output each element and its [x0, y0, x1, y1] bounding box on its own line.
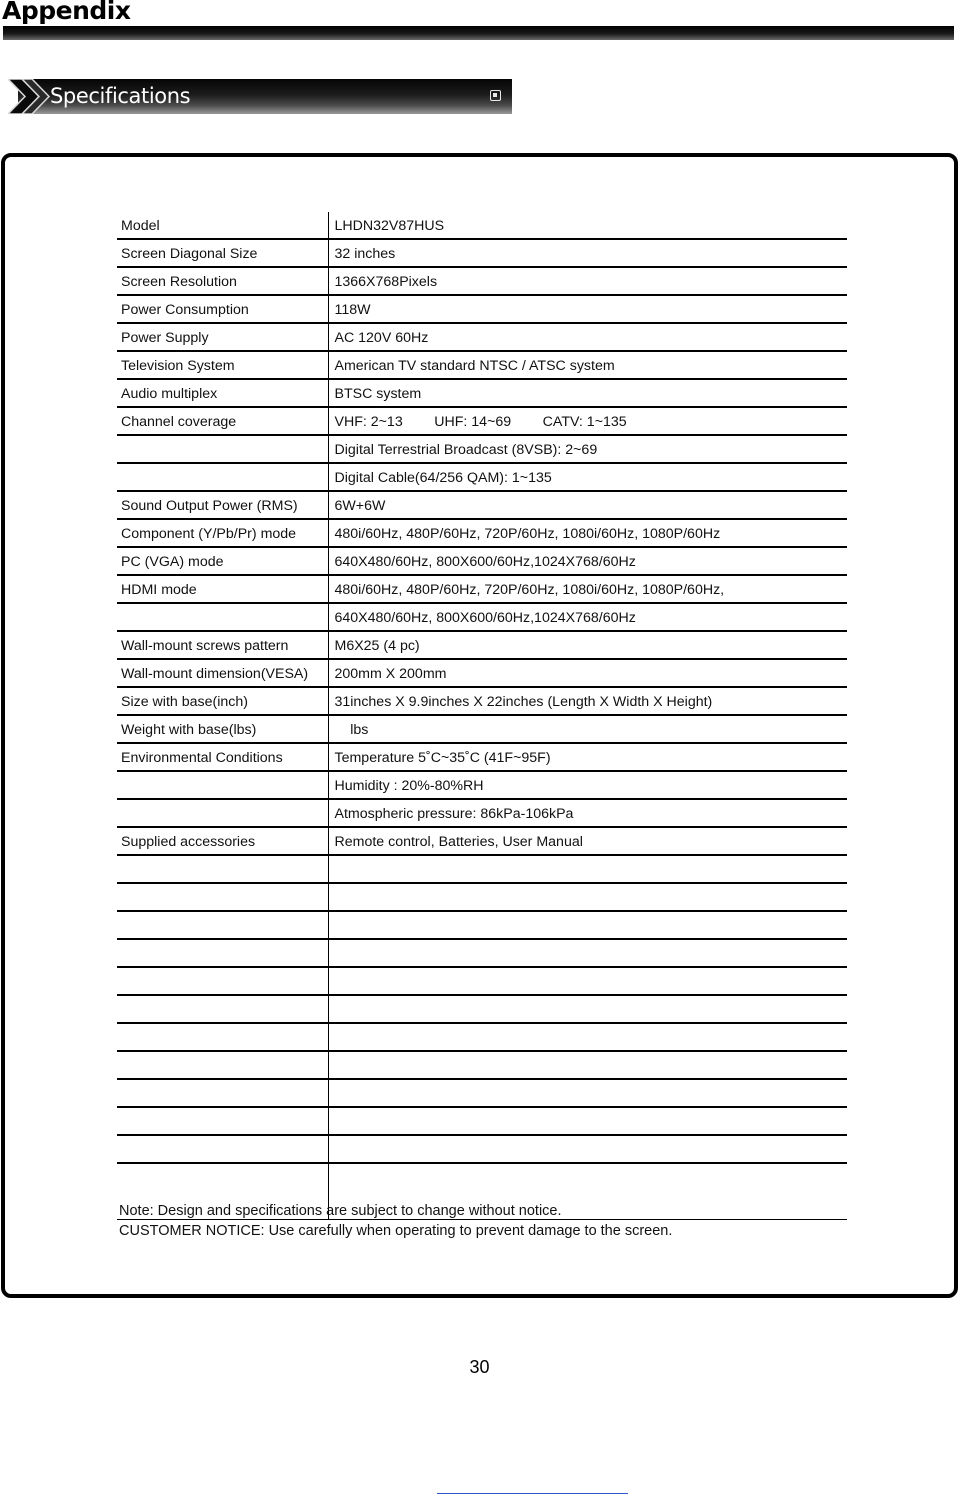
table-row — [117, 687, 847, 715]
spec-label — [117, 463, 328, 491]
table-row — [117, 827, 847, 855]
spec-label: Wall-mount dimension(VESA) — [117, 659, 328, 687]
spec-label: Sound Output Power (RMS) — [117, 491, 328, 519]
spec-table — [117, 212, 847, 1220]
spec-value — [328, 1023, 847, 1051]
spec-value: Digital Terrestrial Broadcast (8VSB): 2~69 — [328, 435, 847, 463]
table-row — [117, 1135, 847, 1163]
spec-value: AC 120V 60Hz — [328, 323, 847, 351]
spec-label — [117, 799, 328, 827]
spec-label — [117, 603, 328, 631]
spec-value — [328, 1107, 847, 1135]
spec-value — [328, 995, 847, 1023]
spec-value: 118W — [328, 295, 847, 323]
table-row — [117, 1051, 847, 1079]
table-row — [117, 715, 847, 743]
spec-label — [117, 995, 328, 1023]
table-row — [117, 575, 847, 603]
spec-value — [328, 1051, 847, 1079]
spec-value — [328, 911, 847, 939]
table-row — [117, 351, 847, 379]
title-rule — [3, 26, 954, 40]
spec-label: Supplied accessories — [117, 827, 328, 855]
spec-label: Screen Diagonal Size — [117, 239, 328, 267]
table-row — [117, 1107, 847, 1135]
spec-value: Humidity : 20%-80%RH — [328, 771, 847, 799]
table-row — [117, 463, 847, 491]
table-row — [117, 771, 847, 799]
spec-label: Size with base(inch) — [117, 687, 328, 715]
spec-value: American TV standard NTSC / ATSC system — [328, 351, 847, 379]
spec-label — [117, 1107, 328, 1135]
customer-notice: CUSTOMER NOTICE: Use carefully when operating to prevent damage to the screen. — [119, 1223, 673, 1239]
spec-value: Temperature 5˚C~35˚C (41F~95F) — [328, 743, 847, 771]
spec-value: lbs — [328, 715, 847, 743]
spec-label — [117, 1079, 328, 1107]
spec-label: Wall-mount screws pattern — [117, 631, 328, 659]
spec-label: PC (VGA) mode — [117, 547, 328, 575]
spec-label: Power Supply — [117, 323, 328, 351]
table-row — [117, 967, 847, 995]
spec-value: 31inches X 9.9inches X 22inches (Length X Width X Height) — [328, 687, 847, 715]
notes — [119, 1201, 672, 1241]
table-row — [117, 911, 847, 939]
spec-value — [328, 1079, 847, 1107]
spec-value: LHDN32V87HUS — [328, 212, 847, 239]
table-row — [117, 855, 847, 883]
spec-value: 640X480/60Hz, 800X600/60Hz,1024X768/60Hz — [328, 547, 847, 575]
spec-value: Digital Cable(64/256 QAM): 1~135 — [328, 463, 847, 491]
table-row — [117, 995, 847, 1023]
table-row — [117, 743, 847, 771]
section-banner — [8, 79, 512, 114]
spec-value: M6X25 (4 pc) — [328, 631, 847, 659]
footer-link-underline[interactable] — [437, 1493, 628, 1494]
spec-value: 200mm X 200mm — [328, 659, 847, 687]
table-row — [117, 659, 847, 687]
spec-label: Television System — [117, 351, 328, 379]
spec-value: Remote control, Batteries, User Manual — [328, 827, 847, 855]
table-row — [117, 547, 847, 575]
spec-label — [117, 1051, 328, 1079]
spec-value: 480i/60Hz, 480P/60Hz, 720P/60Hz, 1080i/60Hz, 1080P/60Hz — [328, 519, 847, 547]
spec-label — [117, 1135, 328, 1163]
table-row — [117, 435, 847, 463]
box-icon — [490, 90, 501, 101]
table-row — [117, 239, 847, 267]
spec-value — [328, 939, 847, 967]
spec-label: Power Consumption — [117, 295, 328, 323]
spec-label: Audio multiplex — [117, 379, 328, 407]
spec-label — [117, 967, 328, 995]
section-title: Specifications — [50, 84, 191, 108]
table-row — [117, 491, 847, 519]
spec-label — [117, 883, 328, 911]
table-row — [117, 519, 847, 547]
spec-value: BTSC system — [328, 379, 847, 407]
spec-label — [117, 435, 328, 463]
spec-label: Model — [117, 212, 328, 239]
spec-label: Component (Y/Pb/Pr) mode — [117, 519, 328, 547]
spec-label — [117, 939, 328, 967]
spec-label — [117, 1023, 328, 1051]
spec-label — [117, 855, 328, 883]
spec-value: Atmospheric pressure: 86kPa-106kPa — [328, 799, 847, 827]
spec-label: Weight with base(lbs) — [117, 715, 328, 743]
spec-value: VHF: 2~13 UHF: 14~69 CATV: 1~135 — [328, 407, 847, 435]
spec-value: 640X480/60Hz, 800X600/60Hz,1024X768/60Hz — [328, 603, 847, 631]
spec-value: 1366X768Pixels — [328, 267, 847, 295]
table-row — [117, 407, 847, 435]
table-row — [117, 939, 847, 967]
table-row — [117, 323, 847, 351]
table-row — [117, 1023, 847, 1051]
table-row — [117, 379, 847, 407]
chevron-right-icon — [8, 79, 52, 114]
table-row — [117, 799, 847, 827]
table-row — [117, 883, 847, 911]
spec-value — [328, 967, 847, 995]
spec-label: Screen Resolution — [117, 267, 328, 295]
table-row — [117, 295, 847, 323]
table-row — [117, 1079, 847, 1107]
spec-value: 6W+6W — [328, 491, 847, 519]
spec-label: HDMI mode — [117, 575, 328, 603]
spec-label: Environmental Conditions — [117, 743, 328, 771]
table-row — [117, 212, 847, 239]
page-title: Appendix — [2, 0, 131, 25]
spec-label — [117, 771, 328, 799]
spec-label — [117, 911, 328, 939]
spec-value: 480i/60Hz, 480P/60Hz, 720P/60Hz, 1080i/60Hz, 1080P/60Hz, — [328, 575, 847, 603]
page-number: 30 — [469, 1357, 490, 1377]
spec-value — [328, 883, 847, 911]
spec-value: 32 inches — [328, 239, 847, 267]
table-row — [117, 603, 847, 631]
table-row — [117, 267, 847, 295]
design-note: Note: Design and specifications are subject to change without notice. — [119, 1203, 562, 1219]
spec-label: Channel coverage — [117, 407, 328, 435]
spec-value — [328, 1135, 847, 1163]
table-row — [117, 631, 847, 659]
spec-value — [328, 855, 847, 883]
